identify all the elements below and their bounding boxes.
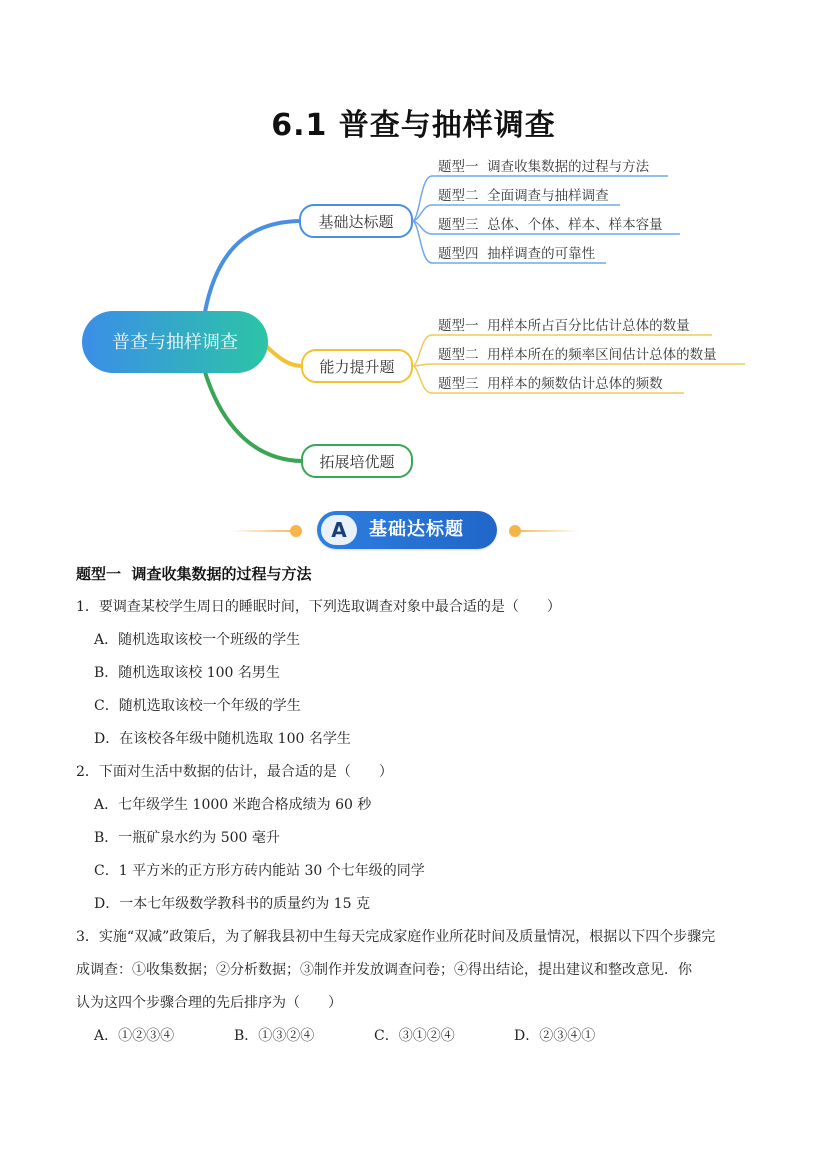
page-title: 6.1 普查与抽样调查 (271, 108, 556, 143)
branch-label-basic: 基础达标题 (318, 213, 394, 231)
option-d: D．一本七年级数学教科书的质量约为 15 克 (94, 896, 370, 912)
option-c: C．1 平方米的正方形方砖内能站 30 个七年级的同学 (94, 863, 425, 879)
question-stem-line-1: 3．实施“双减”政策后，为了解我县初中生每天完成家庭作业所花时间及质量情况，根据以下四个步骤完 (76, 929, 716, 945)
topic-ability-2: 题型二 用样本所在的频率区间估计总体的数量 (438, 347, 717, 363)
option-b: B．随机选取该校 100 名男生 (94, 665, 280, 681)
question-section (76, 559, 766, 1053)
option-b: B．①③②④ (234, 1028, 315, 1044)
question-3 (76, 921, 766, 1053)
topic-basic-1: 题型一 调查收集数据的过程与方法 (438, 159, 650, 175)
banner-pill (317, 511, 497, 549)
branch-line-basic (205, 221, 300, 312)
mind-map (0, 0, 827, 500)
topic-basic-3: 题型三 总体、个体、样本、样本容量 (438, 217, 663, 233)
section-title: 题型一 调查收集数据的过程与方法 (76, 565, 312, 583)
branch-line-extend (205, 372, 302, 461)
banner-label: 基础达标题 (369, 519, 464, 540)
option-d: D．②③④① (514, 1028, 596, 1044)
question-2 (76, 756, 766, 921)
question-1 (76, 591, 766, 756)
question-stem: 2．下面对生活中数据的估计，最合适的是（ ） (76, 764, 393, 780)
section-banner (230, 511, 600, 551)
topic-ability-1: 题型一 用样本所占百分比估计总体的数量 (438, 318, 690, 334)
question-stem: 1．要调查某校学生周日的睡眠时间，下列选取调查对象中最合适的是（ ） (76, 599, 561, 615)
root-node-label: 普查与抽样调查 (112, 332, 238, 353)
option-a: A．①②③④ (94, 1028, 175, 1044)
option-d: D．在该校各年级中随机选取 100 名学生 (94, 731, 351, 747)
option-a: A．随机选取该校一个班级的学生 (94, 632, 301, 648)
option-c: C．③①②④ (374, 1028, 455, 1044)
branch-label-ability: 能力提升题 (319, 358, 395, 376)
banner-badge: A (321, 515, 357, 545)
option-b: B．一瓶矿泉水约为 500 毫升 (94, 830, 280, 846)
question-stem-line-3: 认为这四个步骤合理的先后排序为（ ） (76, 995, 342, 1011)
topic-basic-4: 题型四 抽样调查的可靠性 (438, 246, 596, 262)
branch-line-ability (262, 342, 302, 366)
question-stem-line-2: 成调查：①收集数据；②分析数据；③制作并发放调查问卷；④得出结论，提出建议和整改意见．你 (76, 962, 692, 978)
topic-ability-3: 题型三 用样本的频数估计总体的频数 (438, 376, 663, 392)
option-c: C．随机选取该校一个年级的学生 (94, 698, 301, 714)
options-row (76, 1020, 766, 1053)
branch-label-extend: 拓展培优题 (319, 453, 395, 471)
option-a: A．七年级学生 1000 米跑合格成绩为 60 秒 (94, 797, 372, 813)
topic-basic-2: 题型二 全面调查与抽样调查 (438, 188, 609, 204)
banner-dot-left (290, 525, 302, 537)
